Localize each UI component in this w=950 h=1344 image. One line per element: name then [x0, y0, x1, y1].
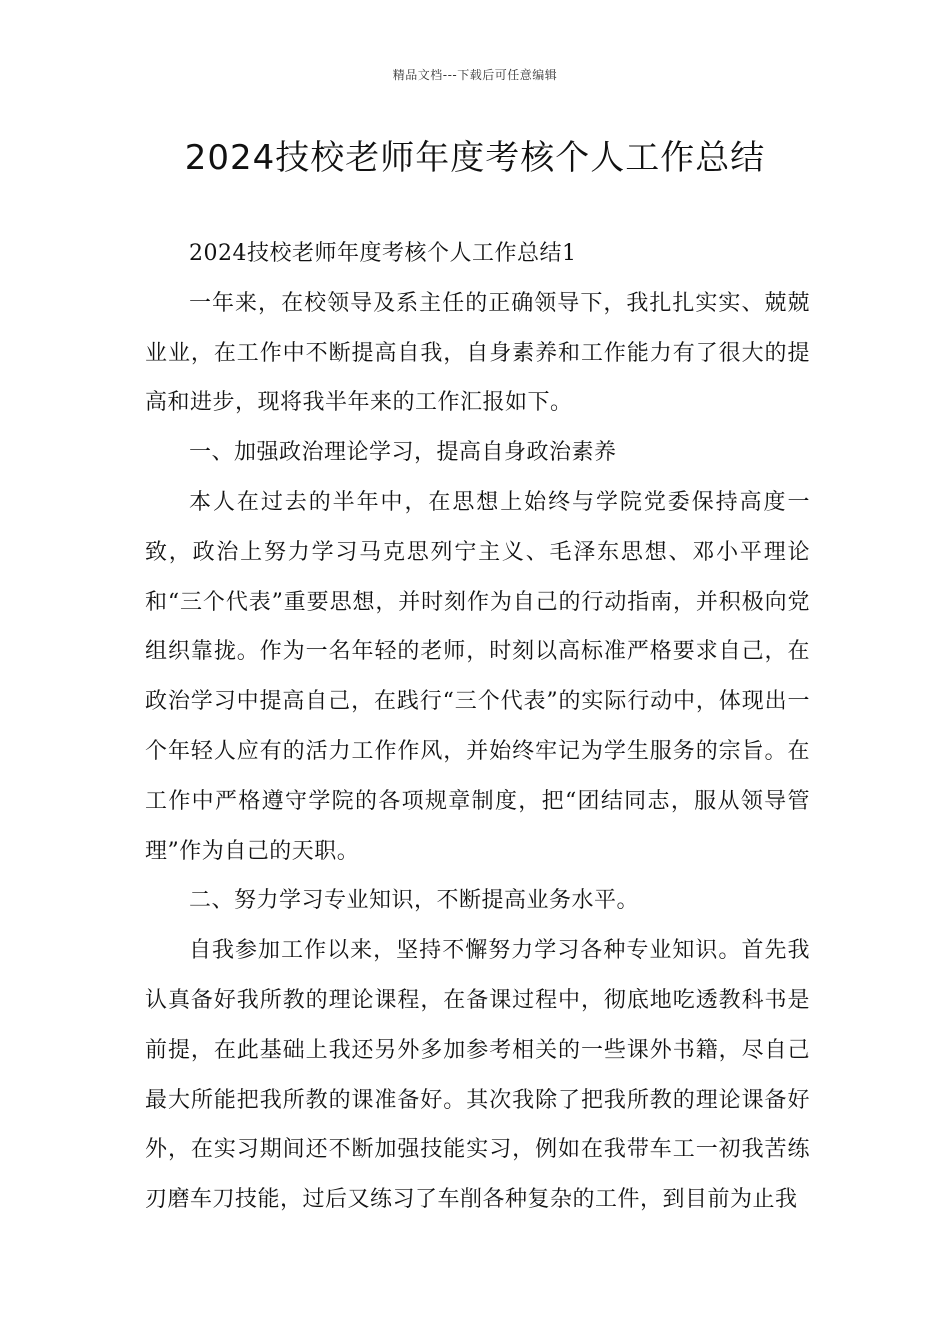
politics-paragraph: 本人在过去的半年中，在思想上始终与学院党委保持高度一致，政治上努力学习马克思列宁主义、毛泽东思想、邓小平理论和“三个代表”重要思想，并时刻作为自己的行动指南，并积极向党组织靠拢。作为一名年轻的老师，时刻以高标准严格要求自己，在政治学习中提高自己，在践行“三个代表”的实际行动中，体现出一个年轻人应有的活力工作作风，并始终牢记为学生服务的宗旨。在工作中严格遵守学院的各项规章制度，把“团结同志，服从领导管理”作为自己的天职。	[145, 489, 810, 864]
section-heading-1: 2024技校老师年度考核个人工作总结1	[189, 241, 577, 266]
page-header: 精品文档---下载后可任意编辑	[392, 68, 558, 82]
section-heading-politics: 一、加强政治理论学习，提高自身政治素养	[189, 440, 617, 466]
intro-paragraph: 一年来，在校领导及系主任的正确领导下，我扎扎实实、兢兢业业，在工作中不断提高自我，自身素养和工作能力有了很大的提高和进步，现将我半年来的工作汇报如下。	[145, 290, 810, 416]
document-title: 2024技校老师年度考核个人工作总结	[184, 138, 766, 178]
document-body	[145, 229, 810, 1225]
professional-paragraph: 自我参加工作以来，坚持不懈努力学习各种专业知识。首先我认真备好我所教的理论课程，在备课过程中，彻底地吃透教科书是前提，在此基础上我还另外多加参考相关的一些课外书籍，尽自己最大所能把我所教的课准备好。其次我除了把我所教的理论课备好外，在实习期间还不断加强技能实习，例如在我带车工一初我苦练刃磨车刀技能，过后又练习了车削各种复杂的工件，到目前为止我	[145, 938, 810, 1213]
section-heading-professional: 二、努力学习专业知识，不断提高业务水平。	[189, 888, 640, 914]
